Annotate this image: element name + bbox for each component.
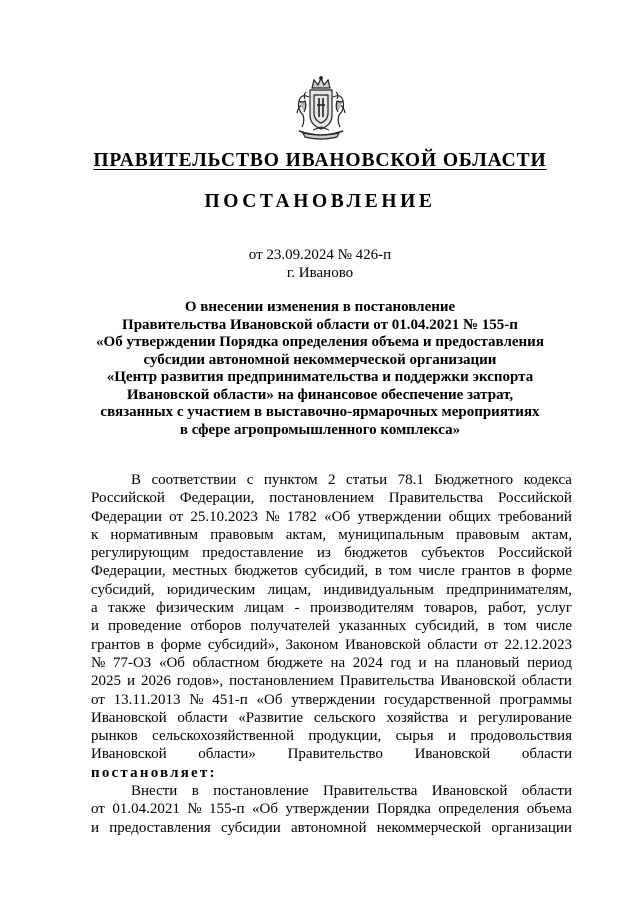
- word: области: [427, 636, 478, 653]
- body-line: [91, 654, 572, 672]
- word: области»: [198, 746, 256, 763]
- word: 451-п: [212, 691, 248, 708]
- word: год: [390, 654, 411, 671]
- ivanovo-coat-of-arms-icon: [293, 75, 349, 141]
- word: Ивановской: [91, 746, 167, 763]
- resolution-heading: [80, 299, 560, 439]
- word: В: [131, 472, 142, 488]
- body-line: [91, 544, 572, 562]
- resolves-keyword: постановляет:: [91, 764, 217, 781]
- body-line: [91, 617, 572, 635]
- word: хозяйства: [386, 709, 449, 726]
- heading-line: в сфере агропромышленного комплекса»: [179, 421, 461, 438]
- body-line: [91, 526, 572, 544]
- body-line: [91, 782, 572, 800]
- word: 2: [328, 472, 336, 488]
- word: том: [388, 563, 412, 580]
- word: 13.11.2013: [113, 691, 181, 708]
- word: №: [265, 508, 280, 525]
- word: Ивановской: [345, 636, 421, 653]
- word: области: [521, 746, 572, 763]
- date-number: от 23.09.2024 № 426-п: [248, 247, 392, 263]
- word: предоставления: [109, 819, 211, 836]
- word: Порядка: [376, 801, 431, 818]
- word: областном: [192, 654, 260, 671]
- heading-line: субсидии автономной некоммерческой организации: [143, 351, 497, 368]
- word: регулирование: [478, 709, 572, 726]
- word: на: [434, 654, 449, 671]
- word: грантов: [461, 563, 511, 580]
- word: от: [484, 636, 498, 653]
- word: от: [91, 691, 105, 708]
- word: «Развитие: [238, 709, 304, 726]
- word: утверждении: [357, 508, 442, 525]
- word: области: [177, 709, 228, 726]
- word: Правительства: [339, 673, 435, 690]
- word: Правительства: [388, 490, 484, 507]
- word: Российской: [498, 545, 572, 562]
- heading-line: Ивановской области» на финансовое обеспечение затрат,: [126, 386, 514, 403]
- word: области: [521, 673, 572, 690]
- body-line: [91, 800, 572, 818]
- heading-line: Правительства Ивановской области от 01.04.2021 № 155-п: [122, 316, 518, 333]
- word: Бюджетного: [434, 472, 514, 488]
- document-type: ПОСТАНОВЛЕНИЕ: [204, 191, 436, 212]
- word: 155-п: [209, 801, 245, 818]
- word: и: [91, 618, 100, 635]
- word: сельскохозяйственной: [152, 728, 294, 745]
- word: программы: [499, 691, 572, 708]
- word: Правительство: [287, 746, 383, 763]
- word: постановлением: [269, 490, 374, 507]
- word: общих: [448, 508, 491, 525]
- body-text: [91, 471, 572, 837]
- body-line: [91, 691, 572, 709]
- word: области: [521, 783, 572, 800]
- body-line: [91, 581, 572, 599]
- word: производителям: [309, 600, 414, 617]
- word: местных: [172, 563, 228, 580]
- word: продовольствия: [470, 728, 572, 745]
- word: том: [503, 618, 527, 635]
- word: 2026: [140, 673, 171, 690]
- word: 77-ОЗ: [112, 654, 152, 671]
- word: 25.10.2023: [190, 508, 258, 525]
- body-line: [91, 745, 572, 763]
- word: -: [294, 600, 300, 617]
- word: юридическим: [166, 581, 256, 598]
- word: работ,: [487, 600, 527, 617]
- word: субсидий,: [91, 581, 155, 598]
- word: регулирующим: [91, 545, 189, 562]
- heading-line: «Об утверждении Порядка определения объема и предоставления: [96, 334, 544, 350]
- word: субъектов: [421, 545, 485, 562]
- word: и: [126, 673, 135, 690]
- word: актам,: [531, 526, 572, 543]
- word: также: [108, 600, 146, 617]
- word: субсидий,: [415, 618, 479, 635]
- body-line: [91, 508, 572, 526]
- word: №: [187, 801, 202, 818]
- word: государственной: [383, 691, 491, 708]
- word: плановый: [456, 654, 520, 671]
- word: а: [91, 600, 98, 617]
- body-line: [91, 636, 572, 654]
- word: требований: [498, 508, 572, 525]
- word: форме: [160, 636, 202, 653]
- word: годов»,: [176, 673, 224, 690]
- body-line: [91, 727, 572, 745]
- word: субсидий,: [304, 563, 369, 580]
- word: 22.12.2023: [504, 636, 572, 653]
- word: субсидии: [221, 819, 281, 836]
- word: из: [316, 545, 331, 562]
- word: числе: [535, 618, 572, 635]
- body-line: [91, 599, 572, 617]
- word: субсидий»,: [207, 636, 279, 653]
- word: сельского: [313, 709, 376, 726]
- word: нормативным: [110, 526, 199, 543]
- word: 2024: [352, 654, 383, 671]
- word: к: [91, 526, 99, 543]
- word: в: [191, 783, 199, 800]
- word: Ивановской: [414, 746, 491, 763]
- word: кодекса: [523, 472, 572, 488]
- word: определения: [438, 801, 520, 818]
- body-line: [91, 709, 572, 727]
- word: отборов: [190, 618, 242, 635]
- word: индивидуальным: [323, 581, 434, 598]
- word: в: [374, 563, 382, 580]
- word: Правительства: [322, 783, 418, 800]
- word: Внести: [131, 783, 178, 800]
- word: с: [246, 472, 254, 488]
- word: Российской: [498, 490, 572, 507]
- word: лицам,: [267, 581, 312, 598]
- word: Федерации: [91, 508, 162, 525]
- word: сырья: [395, 728, 434, 745]
- word: правовым: [210, 526, 274, 543]
- word: физическим: [156, 600, 234, 617]
- word: услуг: [536, 600, 572, 617]
- body-line: [91, 819, 572, 837]
- word: и: [448, 728, 457, 745]
- word: в: [517, 563, 525, 580]
- word: утверждении: [291, 691, 376, 708]
- word: предоставление: [202, 545, 304, 562]
- word: соответствии: [151, 472, 237, 488]
- word: постановление: [213, 783, 309, 800]
- word: №: [91, 654, 106, 671]
- word: от: [169, 508, 184, 525]
- body-line: [91, 562, 572, 580]
- word: №: [189, 691, 204, 708]
- word: и: [418, 654, 427, 671]
- word: 78.1: [397, 472, 424, 488]
- word: пунктом: [263, 472, 318, 488]
- word: 2025: [91, 673, 121, 690]
- word: бюджете: [267, 654, 323, 671]
- heading-line: связанных с участием в выставочно-ярмарочных мероприятиях: [100, 404, 540, 420]
- word: предпринимателям,: [446, 581, 572, 598]
- word: форме: [531, 563, 572, 580]
- city: г. Иваново: [286, 265, 354, 281]
- word: муниципальным: [338, 526, 445, 543]
- word: Ивановской: [91, 709, 167, 726]
- word: в: [146, 636, 154, 653]
- word: бюджетов: [234, 563, 298, 580]
- word: Федерации,: [91, 563, 166, 580]
- word: и: [91, 819, 100, 836]
- word: организации: [491, 819, 572, 836]
- word: бюджетов: [344, 545, 408, 562]
- body-line: [91, 672, 572, 690]
- word: правовым: [456, 526, 520, 543]
- word: статьи: [346, 472, 388, 488]
- word: постановлением: [229, 673, 334, 690]
- word: Ивановской: [431, 783, 508, 800]
- word: Российской: [91, 490, 165, 507]
- word: продукции,: [308, 728, 382, 745]
- word: актам,: [285, 526, 327, 543]
- word: указанных: [338, 618, 407, 635]
- word: некоммерческой: [376, 819, 482, 836]
- heading-line: «Центр развития предпринимательства и поддержки экспорта: [106, 369, 534, 385]
- body-line: [91, 471, 572, 489]
- word: от: [91, 801, 105, 818]
- word: товаров,: [424, 600, 478, 617]
- word: Ивановской: [440, 673, 516, 690]
- word: 1782: [286, 508, 317, 525]
- word: проведение: [107, 618, 182, 635]
- body-line: [91, 489, 572, 507]
- word: лицам: [244, 600, 285, 617]
- word: 01.04.2021: [112, 801, 180, 818]
- word: рынков: [91, 728, 138, 745]
- word: период: [527, 654, 572, 671]
- word: «Об: [252, 801, 278, 818]
- word: на: [330, 654, 346, 671]
- word: и: [459, 709, 468, 726]
- organization-title: ПРАВИТЕЛЬСТВО ИВАНОВСКОЙ ОБЛАСТИ: [93, 150, 547, 171]
- word: утверждении: [285, 801, 370, 818]
- word: грантов: [91, 636, 141, 653]
- word: объема: [526, 801, 572, 818]
- word: Законом: [285, 636, 339, 653]
- word: числе: [418, 563, 455, 580]
- word: получателей: [250, 618, 330, 635]
- word: «Об: [256, 691, 283, 708]
- word: в: [487, 618, 495, 635]
- heading-line: О внесении изменения в постановление: [184, 299, 456, 315]
- word: автономной: [290, 819, 367, 836]
- word: Федерации,: [179, 490, 255, 507]
- word: «Об: [324, 508, 351, 525]
- word: «Об: [158, 654, 185, 671]
